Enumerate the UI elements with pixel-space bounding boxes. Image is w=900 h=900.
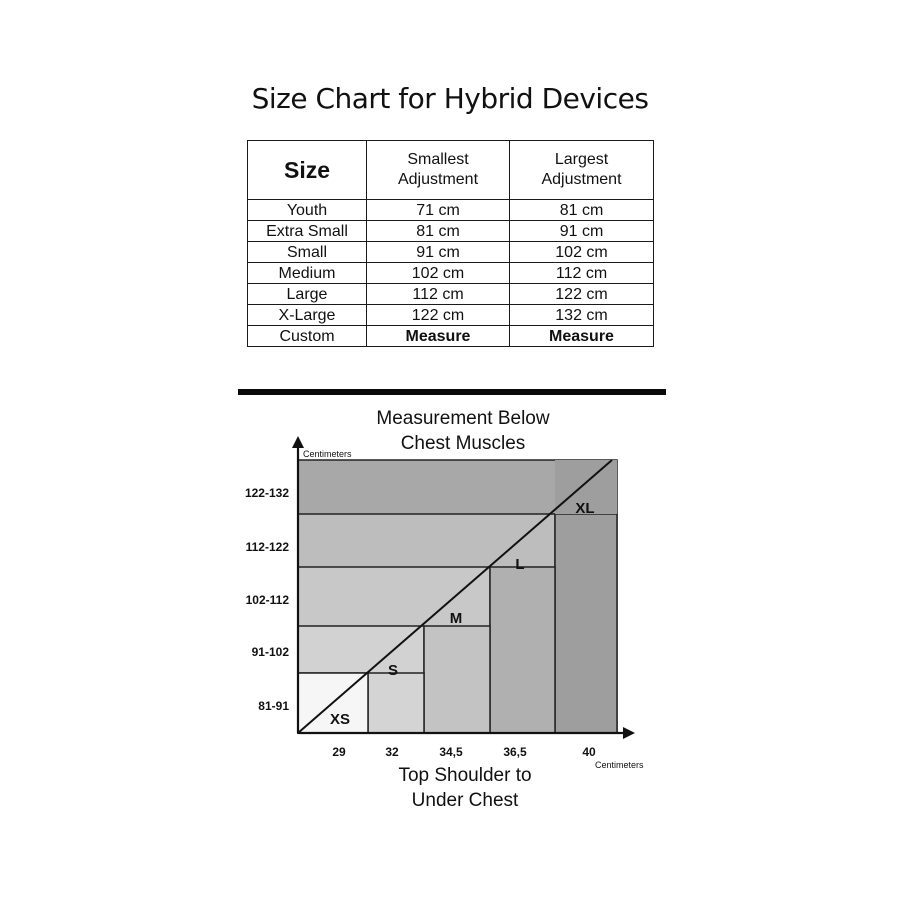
region-label-xl: XL xyxy=(575,500,595,517)
y-tick-label: 81-91 xyxy=(258,699,289,713)
x-tick-label: 40 xyxy=(582,745,596,759)
region-label-xs: XS xyxy=(329,711,351,728)
chart-title-line: Measurement Below xyxy=(376,408,550,429)
page-title: Size Chart for Hybrid Devices xyxy=(251,82,649,115)
header-line: Smallest xyxy=(407,151,469,168)
size-cell: Large xyxy=(248,284,367,305)
smallest-cell: Measure xyxy=(367,326,510,347)
x-tick-label: 34,5 xyxy=(439,745,463,759)
header-line: Size xyxy=(283,157,331,183)
smallest-cell: 81 cm xyxy=(367,221,510,242)
y-tick-label: 91-102 xyxy=(251,645,289,659)
x-tick-label: 36,5 xyxy=(503,745,527,759)
largest-cell: 91 cm xyxy=(510,221,654,242)
smallest-cell: 71 cm xyxy=(367,200,510,221)
header-line: Adjustment xyxy=(541,171,622,188)
size-cell: Small xyxy=(248,242,367,263)
largest-cell: 122 cm xyxy=(510,284,654,305)
largest-cell: 132 cm xyxy=(510,305,654,326)
size-cell: Medium xyxy=(248,263,367,284)
x-tick-label: 32 xyxy=(385,745,399,759)
smallest-cell: 112 cm xyxy=(367,284,510,305)
x-axis-arrow xyxy=(623,727,635,739)
region-m-column xyxy=(424,626,490,733)
smallest-cell: 91 cm xyxy=(367,242,510,263)
region-l-column xyxy=(490,567,555,733)
size-cell: Custom xyxy=(248,326,367,347)
region-xl-column xyxy=(555,514,617,733)
largest-cell: 81 cm xyxy=(510,200,654,221)
x-unit-label: Centimeters xyxy=(595,760,644,770)
y-tick-label: 102-112 xyxy=(245,593,289,607)
largest-cell: 102 cm xyxy=(510,242,654,263)
largest-cell: Measure xyxy=(510,326,654,347)
x-tick-label: 29 xyxy=(332,745,346,759)
y-unit-label: Centimeters xyxy=(303,449,352,459)
region-s-column xyxy=(368,673,424,733)
region-label-s: S xyxy=(387,662,399,679)
largest-cell: 112 cm xyxy=(510,263,654,284)
size-cell: X-Large xyxy=(248,305,367,326)
x-axis-title-line: Top Shoulder to xyxy=(398,765,532,786)
smallest-cell: 102 cm xyxy=(367,263,510,284)
size-cell: Extra Small xyxy=(248,221,367,242)
y-tick-label: 112-122 xyxy=(245,540,289,554)
x-axis-title-line: Under Chest xyxy=(411,790,519,811)
y-axis-arrow xyxy=(292,436,304,448)
y-tick-label: 122-132 xyxy=(244,486,289,500)
region-label-l: L xyxy=(515,556,525,573)
smallest-cell: 122 cm xyxy=(367,305,510,326)
chart-title-line: Chest Muscles xyxy=(400,433,526,454)
size-cell: Youth xyxy=(248,200,367,221)
region-label-m: M xyxy=(449,610,463,627)
header-line: Largest xyxy=(554,151,609,168)
header-line: Adjustment xyxy=(397,171,479,188)
